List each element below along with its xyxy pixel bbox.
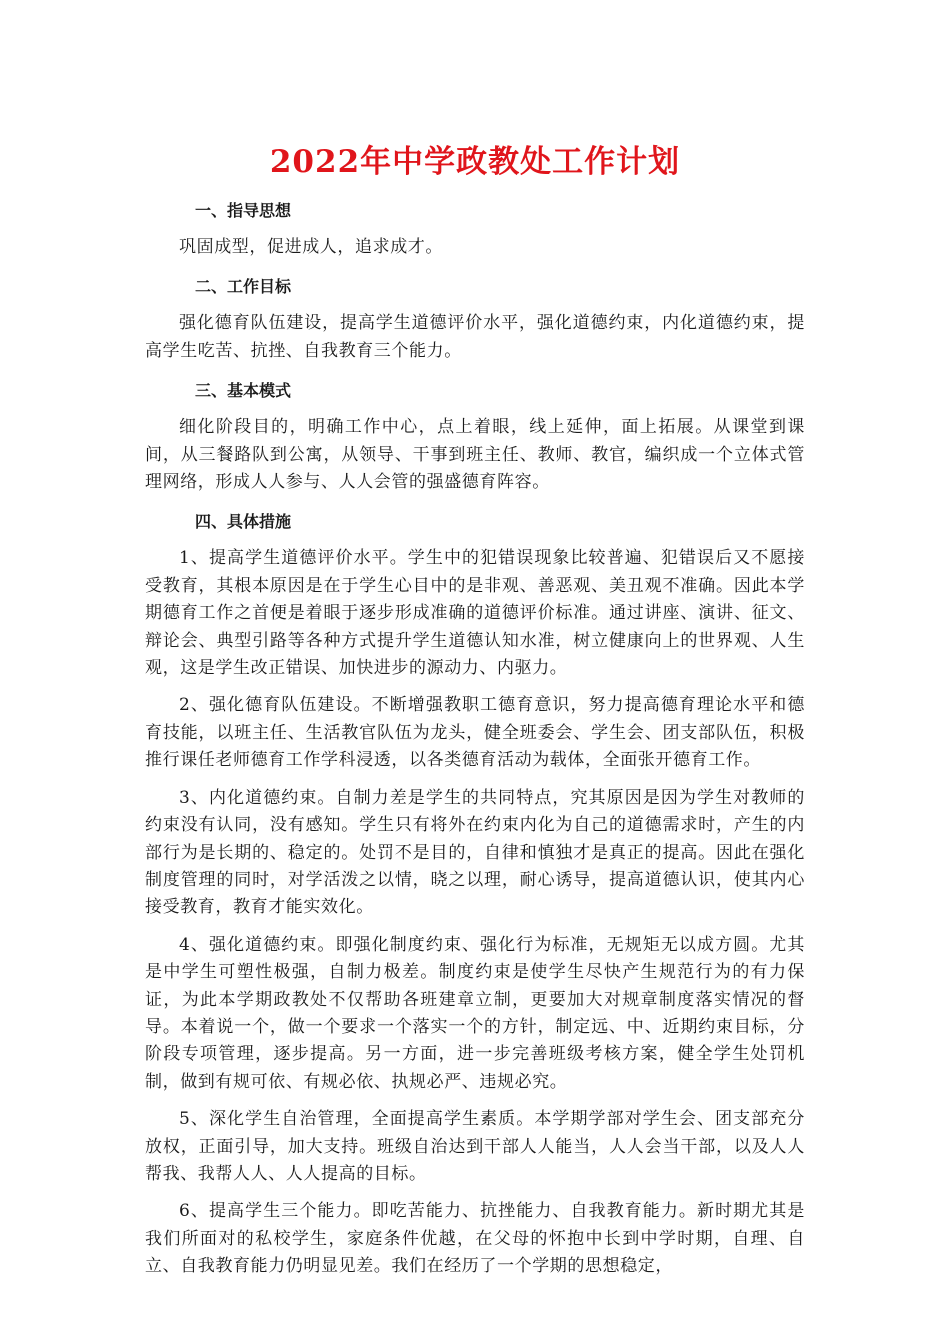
document-title: 2022年中学政教处工作计划 [269, 144, 681, 180]
section-specific-measures [145, 509, 805, 1280]
section-guiding-thought [145, 198, 805, 261]
paragraph: 5、深化学生自治管理，全面提高学生素质。本学期学部对学生会、团支部充分放权，正面引导，加大支持。班级自治达到干部人人能当，人人会当干部，以及人人帮我、我帮人人、人人提高的目标。 [145, 1109, 805, 1184]
paragraph: 2、强化德育队伍建设。不断增强教职工德育意识，努力提高德育理论水平和德育技能，以班主任、生活教官队伍为龙头，健全班委会、学生会、团支部队伍，积极推行课任老师德育工作学科浸透，以各类德育活动为载体，全面张开德育工作。 [145, 695, 805, 771]
section-basic-mode [145, 378, 805, 496]
paragraph: 细化阶段目的，明确工作中心，点上着眼，线上延伸，面上拓展。从课堂到课间，从三餐路队到公寓，从领导、干事到班主任、教师、教官，编织成一个立体式管理网络，形成人人参与、人人会管的强盛德育阵容。 [145, 417, 805, 493]
paragraph: 强化德育队伍建设，提高学生道德评价水平，强化道德约束，内化道德约束，提高学生吃苦、抗挫、自我教育三个能力。 [145, 313, 805, 361]
paragraph: 3、内化道德约束。自制力差是学生的共同特点，究其原因是因为学生对教师的约束没有认同，没有感知。学生只有将外在约束内化为自己的道德需求时，产生的内部行为是长期的、稳定的。处罚不是目的，自律和慎独才是真正的提高。因此在强化制度管理的同时，对学活泼之以情，晓之以理，耐心诱导，提高道德认识，使其内心接受教育，教育才能实效化。 [145, 787, 805, 918]
section-heading: 一、指导思想 [195, 201, 292, 220]
paragraph: 巩固成型，促进成人，追求成才。 [179, 237, 443, 257]
document-page [145, 140, 805, 1291]
paragraph: 6、提高学生三个能力。即吃苦能力、抗挫能力、自我教育能力。新时期尤其是我们所面对的私校学生，家庭条件优越，在父母的怀抱中长到中学时期，自理、自立、自我教育能力仍明显见差。我们在经历了一个学期的思想稳定， [145, 1201, 805, 1277]
section-heading: 四、具体措施 [195, 512, 292, 532]
section-heading: 三、基本模式 [195, 381, 292, 401]
section-work-goals [145, 274, 805, 365]
paragraph: 1、提高学生道德评价水平。学生中的犯错误现象比较普遍、犯错误后又不愿接受教育，其根本原因是在于学生心目中的是非观、善恶观、美丑观不准确。因此本学期德育工作之首便是着眼于逐步形成准确的道德评价标准。通过讲座、演讲、征文、辩论会、典型引路等各种方式提升学生道德认知水准，树立健康向上的世界观、人生观，这是学生改正错误、加快进步的源动力、内驱力。 [145, 548, 805, 679]
section-heading: 二、工作目标 [195, 277, 292, 297]
paragraph: 4、强化道德约束。即强化制度约束、强化行为标准，无规矩无以成方圆。尤其是中学生可塑性极强，自制力极差。制度约束是使学生尽快产生规范行为的有力保证，为此本学期政教处不仅帮助各班建章立制，更要加大对规章制度落实情况的督导。本着说一个，做一个要求一个落实一个的方针，制定远、中、近期约束目标，分阶段专项管理，逐步提高。另一方面，进一步完善班级考核方案，健全学生处罚机制，做到有规可依、有规必依、执规必严、违规必究。 [145, 934, 805, 1092]
